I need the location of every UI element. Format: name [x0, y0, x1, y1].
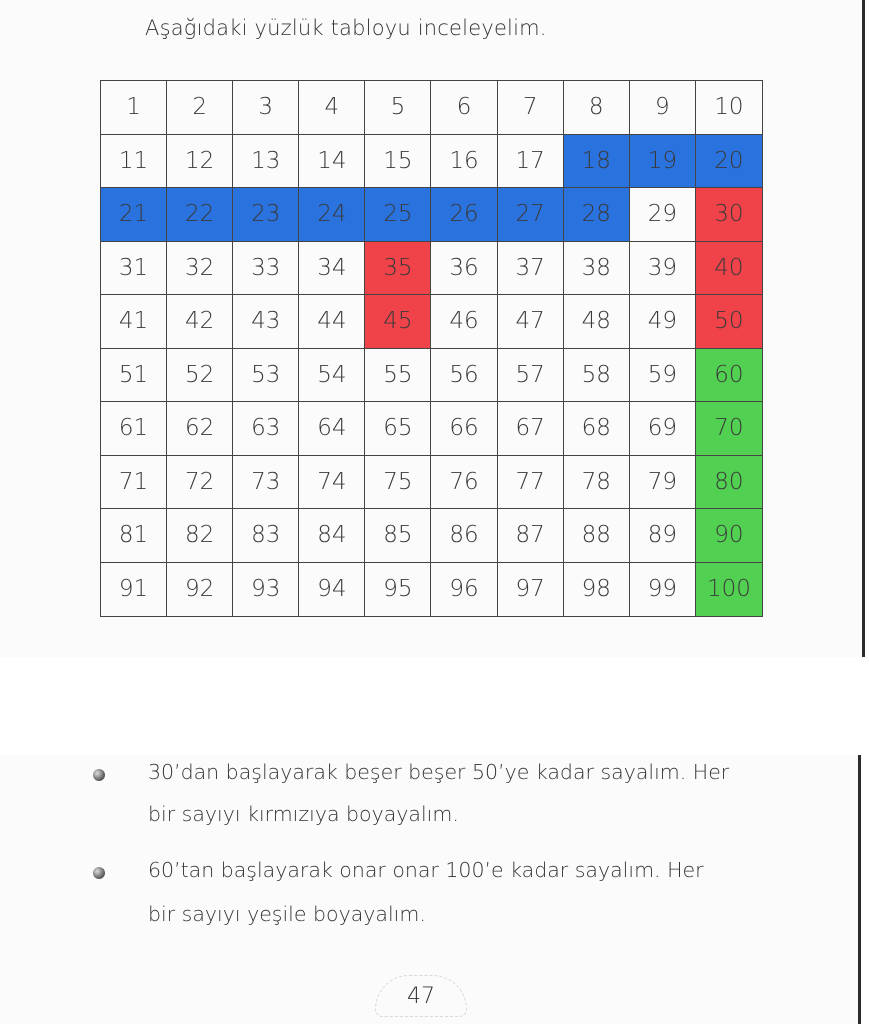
- chart-cell: 33: [233, 242, 299, 296]
- chart-cell: 24: [299, 188, 365, 242]
- chart-cell: 9: [630, 81, 696, 135]
- chart-cell: 39: [630, 242, 696, 296]
- chart-cell: 53: [233, 349, 299, 403]
- chart-cell: 93: [233, 563, 299, 617]
- chart-cell: 59: [630, 349, 696, 403]
- chart-cell: 94: [299, 563, 365, 617]
- chart-cell: 19: [630, 135, 696, 189]
- chart-cell: 21: [101, 188, 167, 242]
- chart-cell: 34: [299, 242, 365, 296]
- chart-cell: 67: [498, 402, 564, 456]
- chart-cell: 3: [233, 81, 299, 135]
- chart-cell: 77: [498, 456, 564, 510]
- chart-cell: 96: [431, 563, 497, 617]
- page-title: Aşağıdaki yüzlük tabloyu inceleyelim.: [145, 16, 547, 40]
- bullet-icon: [93, 769, 105, 781]
- chart-cell: 25: [365, 188, 431, 242]
- chart-cell: 20: [696, 135, 762, 189]
- chart-cell: 56: [431, 349, 497, 403]
- chart-cell: 43: [233, 295, 299, 349]
- chart-cell: 62: [167, 402, 233, 456]
- chart-cell: 80: [696, 456, 762, 510]
- chart-cell: 14: [299, 135, 365, 189]
- chart-cell: 38: [564, 242, 630, 296]
- instruction-1-line-2: bir sayıyı kırmızıya boyayalım.: [148, 802, 459, 826]
- chart-cell: 68: [564, 402, 630, 456]
- chart-cell: 29: [630, 188, 696, 242]
- chart-cell: 73: [233, 456, 299, 510]
- chart-cell: 83: [233, 509, 299, 563]
- chart-cell: 36: [431, 242, 497, 296]
- chart-cell: 90: [696, 509, 762, 563]
- chart-cell: 65: [365, 402, 431, 456]
- chart-cell: 95: [365, 563, 431, 617]
- chart-cell: 13: [233, 135, 299, 189]
- chart-cell: 22: [167, 188, 233, 242]
- chart-cell: 47: [498, 295, 564, 349]
- chart-cell: 57: [498, 349, 564, 403]
- chart-cell: 58: [564, 349, 630, 403]
- chart-cell: 8: [564, 81, 630, 135]
- chart-cell: 87: [498, 509, 564, 563]
- chart-cell: 74: [299, 456, 365, 510]
- page-number: 47: [375, 975, 467, 1017]
- chart-cell: 61: [101, 402, 167, 456]
- bullet-icon: [93, 867, 105, 879]
- chart-cell: 16: [431, 135, 497, 189]
- chart-cell: 97: [498, 563, 564, 617]
- chart-cell: 70: [696, 402, 762, 456]
- chart-cell: 12: [167, 135, 233, 189]
- chart-cell: 75: [365, 456, 431, 510]
- chart-cell: 84: [299, 509, 365, 563]
- chart-cell: 76: [431, 456, 497, 510]
- chart-cell: 78: [564, 456, 630, 510]
- chart-cell: 91: [101, 563, 167, 617]
- chart-cell: 52: [167, 349, 233, 403]
- chart-cell: 46: [431, 295, 497, 349]
- chart-cell: 32: [167, 242, 233, 296]
- chart-cell: 30: [696, 188, 762, 242]
- chart-cell: 26: [431, 188, 497, 242]
- chart-cell: 31: [101, 242, 167, 296]
- chart-cell: 42: [167, 295, 233, 349]
- chart-cell: 51: [101, 349, 167, 403]
- chart-cell: 81: [101, 509, 167, 563]
- chart-cell: 2: [167, 81, 233, 135]
- chart-cell: 18: [564, 135, 630, 189]
- chart-cell: 48: [564, 295, 630, 349]
- instruction-2-line-2: bir sayıyı yeşile boyayalım.: [148, 902, 426, 926]
- hundred-chart: [100, 80, 763, 617]
- chart-cell: 79: [630, 456, 696, 510]
- chart-cell: 71: [101, 456, 167, 510]
- chart-cell: 28: [564, 188, 630, 242]
- chart-cell: 88: [564, 509, 630, 563]
- chart-cell: 44: [299, 295, 365, 349]
- chart-cell: 66: [431, 402, 497, 456]
- chart-cell: 63: [233, 402, 299, 456]
- instruction-1-line-1: 30’dan başlayarak beşer beşer 50’ye kadar sayalım. Her: [148, 760, 730, 784]
- chart-cell: 45: [365, 295, 431, 349]
- chart-cell: 86: [431, 509, 497, 563]
- chart-cell: 54: [299, 349, 365, 403]
- chart-cell: 11: [101, 135, 167, 189]
- chart-cell: 60: [696, 349, 762, 403]
- chart-cell: 37: [498, 242, 564, 296]
- chart-cell: 85: [365, 509, 431, 563]
- chart-cell: 27: [498, 188, 564, 242]
- chart-cell: 35: [365, 242, 431, 296]
- chart-cell: 55: [365, 349, 431, 403]
- chart-cell: 6: [431, 81, 497, 135]
- chart-cell: 49: [630, 295, 696, 349]
- chart-cell: 7: [498, 81, 564, 135]
- chart-cell: 10: [696, 81, 762, 135]
- chart-cell: 72: [167, 456, 233, 510]
- chart-cell: 69: [630, 402, 696, 456]
- chart-cell: 41: [101, 295, 167, 349]
- chart-cell: 92: [167, 563, 233, 617]
- chart-cell: 40: [696, 242, 762, 296]
- chart-cell: 50: [696, 295, 762, 349]
- chart-cell: 5: [365, 81, 431, 135]
- chart-cell: 15: [365, 135, 431, 189]
- chart-cell: 64: [299, 402, 365, 456]
- instruction-2-line-1: 60’tan başlayarak onar onar 100’e kadar sayalım. Her: [148, 858, 704, 882]
- chart-cell: 23: [233, 188, 299, 242]
- chart-cell: 99: [630, 563, 696, 617]
- chart-cell: 100: [696, 563, 762, 617]
- chart-cell: 82: [167, 509, 233, 563]
- chart-cell: 4: [299, 81, 365, 135]
- chart-cell: 89: [630, 509, 696, 563]
- chart-cell: 17: [498, 135, 564, 189]
- chart-cell: 1: [101, 81, 167, 135]
- chart-cell: 98: [564, 563, 630, 617]
